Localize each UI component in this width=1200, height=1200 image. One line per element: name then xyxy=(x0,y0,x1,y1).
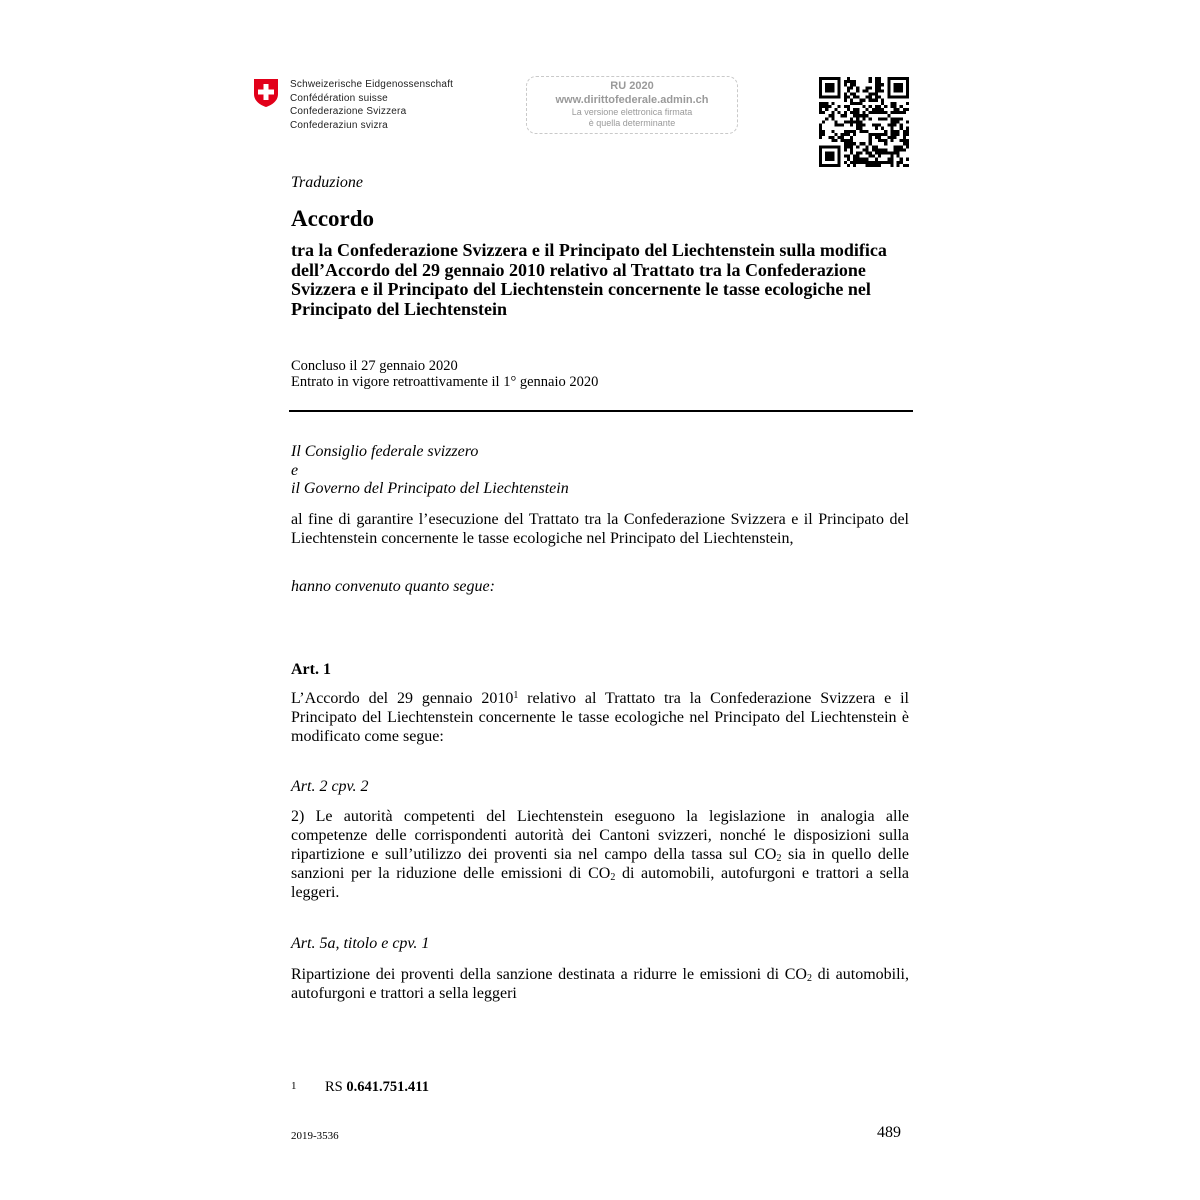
translation-label: Traduzione xyxy=(291,174,364,191)
confederation-line-it: Confederazione Svizzera xyxy=(290,106,407,117)
official-publication-stamp xyxy=(526,76,738,134)
confederation-line-rm: Confederaziun svizra xyxy=(290,119,388,131)
stamp-note-1: La versione elettronica firmata xyxy=(571,107,693,117)
stamp-website[interactable]: www.dirittofederale.admin.ch xyxy=(555,94,709,106)
confederation-line-fr: Confédération suisse xyxy=(290,92,388,104)
party-switzerland: Il Consiglio federale svizzero xyxy=(291,443,479,460)
footnote-ref[interactable]: 1 xyxy=(513,690,519,701)
stamp-collection: RU 2020 xyxy=(610,80,654,92)
article-1-heading: Art. 1 xyxy=(291,661,331,678)
stamp-note-2: è quella determinante xyxy=(588,118,676,128)
confederation-line-de: Schweizerische Eidgenossenschaft xyxy=(290,79,454,90)
preamble-purpose: al fine di garantire l’esecuzione del Trattato tra la Confederazione Svizzera e il Principato del Liechtenstein concernente le tasse ecologiche nel Principato del Liechtenstein, xyxy=(291,511,909,547)
confederation-names xyxy=(290,78,453,132)
article-1-intro: L’Accordo del 29 gennaio 2010$^1$ relativo al Trattato tra la Confederazione Svizzera e il Principato del Liechtenstein concernente le tasse ecologiche nel Principato del Liechtenstein è modificato come segue: xyxy=(291,690,909,745)
parties-block xyxy=(291,442,569,498)
preamble-agreed: hanno convenuto quanto segue: xyxy=(291,578,495,595)
in-force-date: Entrato in vigore retroattivamente il 1° gennaio 2020 xyxy=(291,374,599,390)
party-conjunction: e xyxy=(291,462,299,479)
document-id: 2019-3536 xyxy=(291,1130,339,1142)
dates-block xyxy=(291,358,598,390)
qr-code-icon xyxy=(819,77,909,167)
concluded-date: Concluso il 27 gennaio 2020 xyxy=(291,358,458,374)
divider xyxy=(289,410,913,412)
amendment-1-text: 2) Le autorità competenti del Liechtenstein eseguono la legislazione in analogia alle competenze delle corrispondenti autorità dei Cantoni svizzeri, nonché le disposizioni sulla ripartizione e sull’utilizzo dei proventi sia nel campo della tassa sul $CO_2$ sia in quello delle sanzioni per la riduzione delle emissioni di $CO_2$ di automobili, autofurgoni e trattori a sella leggeri. xyxy=(291,808,910,901)
swiss-flag-icon xyxy=(253,78,279,108)
page-title: Accordo xyxy=(291,206,375,231)
page-subtitle: tra la Confederazione Svizzera e il Principato del Liechtenstein sulla modifica dell’Accordo del 29 gennaio 2010 relativo al Trattato tra la Confederazione Svizzera e il Principato del Liechtenstein concernente le tasse ecologiche nel Principato del Liechtenstein xyxy=(291,240,887,319)
page-number: 489 xyxy=(877,1124,901,1141)
party-liechtenstein: il Governo del Principato del Liechtenstein xyxy=(291,480,569,497)
amendment-2-text: Ripartizione dei proventi della sanzione destinata a ridurre le emissioni di $CO_2$ di automobili, autofurgoni e trattori a sella leggeri xyxy=(291,966,909,1002)
amendment-1-heading: Art. 2 cpv. 2 xyxy=(291,778,369,795)
footnote-reference[interactable]: 0.641.751.411 xyxy=(346,1079,429,1095)
amendment-2-heading: Art. 5a, titolo e cpv. 1 xyxy=(291,935,430,952)
footnote-text: RS 0.641.751.411 xyxy=(325,1079,429,1095)
footnote-number: 1 xyxy=(291,1080,297,1092)
